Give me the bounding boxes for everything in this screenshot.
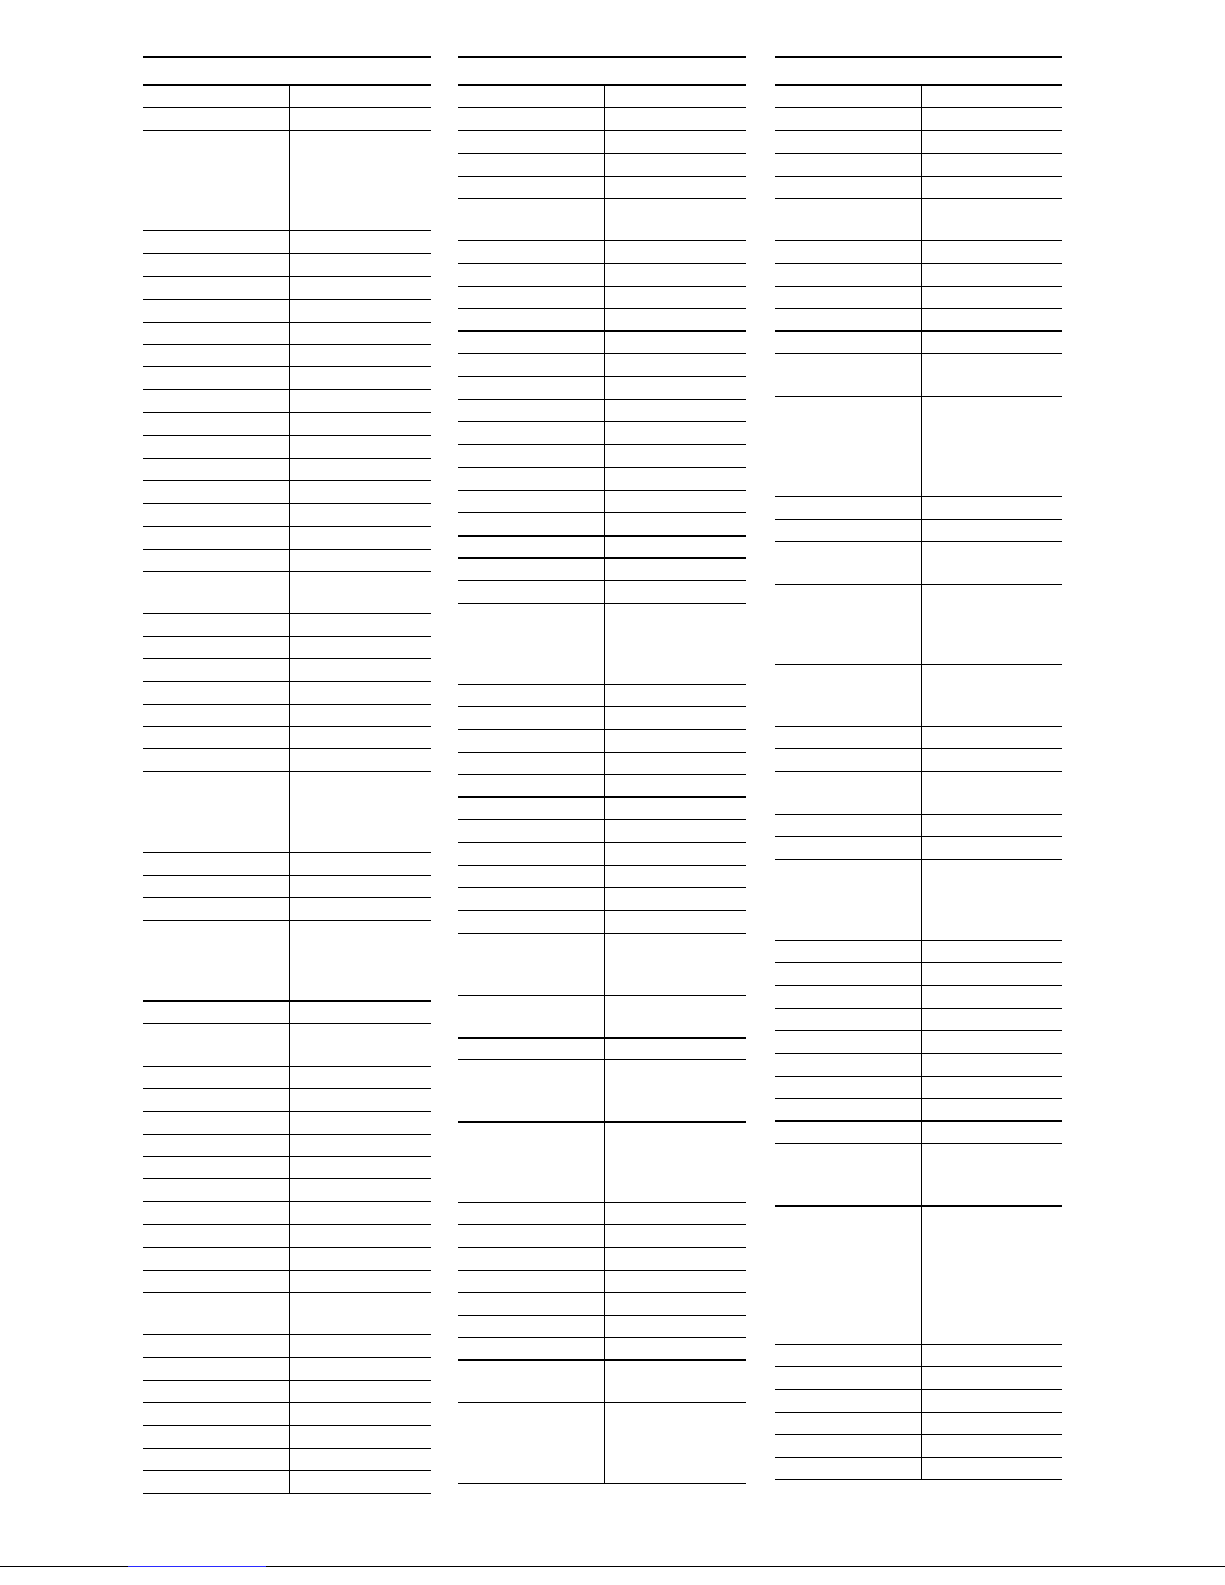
table-row (143, 1380, 431, 1381)
table-row (143, 435, 431, 436)
table-row (143, 458, 431, 459)
table-row (775, 496, 1062, 497)
table-row (143, 1448, 431, 1449)
table-row (458, 933, 746, 934)
table-row (143, 526, 431, 527)
table-row (775, 1030, 1062, 1031)
table-row (775, 1366, 1062, 1367)
table-row (458, 444, 746, 445)
table-row (458, 1059, 746, 1060)
table-row (458, 153, 746, 154)
column-divider (921, 85, 922, 1479)
section-rule (458, 330, 746, 332)
table-row (775, 584, 1062, 585)
table-row (458, 1202, 746, 1203)
table-row (775, 541, 1062, 542)
table-row (143, 412, 431, 413)
table-row (775, 1412, 1062, 1413)
table-row (143, 503, 431, 504)
table-row (458, 1292, 746, 1293)
table-row (143, 230, 431, 231)
table-row (143, 681, 431, 682)
table-row (143, 1088, 431, 1089)
table-row (458, 1247, 746, 1248)
table-row (458, 467, 746, 468)
table-row (458, 308, 746, 309)
table-row (143, 1334, 431, 1335)
table-row (775, 240, 1062, 241)
table-row (143, 658, 431, 659)
table-row (458, 399, 746, 400)
table-row (775, 726, 1062, 727)
section-rule (143, 1000, 431, 1002)
table-row (458, 1337, 746, 1338)
table-row (458, 286, 746, 287)
table-row (775, 176, 1062, 177)
header-rule (458, 84, 746, 86)
table-row (775, 130, 1062, 131)
header-rule (143, 84, 431, 86)
table-row (143, 613, 431, 614)
table-row (458, 865, 746, 866)
table-row (458, 198, 746, 199)
table-row (458, 706, 746, 707)
table-row (775, 263, 1062, 264)
column-divider (289, 85, 290, 1493)
table-row (143, 771, 431, 772)
table-row (458, 176, 746, 177)
table-row (143, 726, 431, 727)
table-row (458, 603, 746, 604)
table-row (143, 748, 431, 749)
table-row (775, 353, 1062, 354)
footer-link[interactable] (128, 1558, 266, 1567)
table-row (143, 366, 431, 367)
table-row (458, 353, 746, 354)
table-row (143, 1425, 431, 1426)
table-row (143, 322, 431, 323)
table-row (143, 480, 431, 481)
top-rule (775, 56, 1062, 58)
section-rule (775, 330, 1062, 332)
table-row (143, 389, 431, 390)
table-row (775, 748, 1062, 749)
table-row (775, 1479, 1062, 1480)
table-row (458, 774, 746, 775)
table-row (143, 1270, 431, 1271)
column-divider (604, 85, 605, 1483)
table-row (775, 1076, 1062, 1077)
table-row (458, 684, 746, 685)
table-row (143, 571, 431, 572)
table-row (458, 752, 746, 753)
table-row (143, 897, 431, 898)
section-rule (775, 1205, 1062, 1207)
table-row (143, 1201, 431, 1202)
table-row (775, 519, 1062, 520)
table-row (458, 1402, 746, 1403)
table-row (458, 130, 746, 131)
table-row (458, 910, 746, 911)
table-row (458, 729, 746, 730)
table-row (143, 1470, 431, 1471)
section-rule (458, 1359, 746, 1361)
table-row (143, 344, 431, 345)
table-row (143, 276, 431, 277)
table-row (775, 308, 1062, 309)
table-row (143, 253, 431, 254)
table-row (458, 107, 746, 108)
table-row (143, 1357, 431, 1358)
table-row (143, 875, 431, 876)
table-row (143, 1111, 431, 1112)
table-row (143, 549, 431, 550)
table-row (458, 580, 746, 581)
table-row (143, 130, 431, 131)
table-row (458, 263, 746, 264)
table-row (458, 1315, 746, 1316)
table-row (143, 1292, 431, 1293)
table-row (458, 1483, 746, 1484)
table-row (775, 1008, 1062, 1009)
table-row (458, 421, 746, 422)
table-row (775, 1143, 1062, 1144)
table-row (775, 153, 1062, 154)
table-row (143, 1023, 431, 1024)
table-row (458, 490, 746, 491)
table-row (143, 1178, 431, 1179)
table-row (143, 704, 431, 705)
table-row (775, 1457, 1062, 1458)
table-row (143, 852, 431, 853)
table-row (143, 107, 431, 108)
table-row (458, 887, 746, 888)
table-row (458, 1224, 746, 1225)
table-row (458, 512, 746, 513)
header-rule (775, 84, 1062, 86)
table-row (775, 940, 1062, 941)
table-row (458, 842, 746, 843)
table-row (775, 962, 1062, 963)
section-rule (775, 1120, 1062, 1122)
table-row (143, 636, 431, 637)
table-row (458, 819, 746, 820)
table-row (143, 920, 431, 921)
table-row (143, 1493, 431, 1494)
table-row (458, 995, 746, 996)
top-rule (458, 56, 746, 58)
section-rule (458, 1037, 746, 1039)
table-row (775, 859, 1062, 860)
section-rule (458, 796, 746, 798)
table-row (143, 1134, 431, 1135)
table-row (775, 1389, 1062, 1390)
section-rule (458, 1121, 746, 1123)
section-rule (458, 557, 746, 559)
table-row (143, 1066, 431, 1067)
table-row (775, 771, 1062, 772)
section-rule (458, 535, 746, 537)
table-row (775, 836, 1062, 837)
table-row (458, 240, 746, 241)
table-row (775, 985, 1062, 986)
table-row (143, 1247, 431, 1248)
table-row (143, 1224, 431, 1225)
top-rule (143, 56, 431, 58)
table-row (775, 1053, 1062, 1054)
table-row (775, 107, 1062, 108)
table-row (775, 396, 1062, 397)
table-row (458, 1270, 746, 1271)
table-row (143, 1402, 431, 1403)
table-row (143, 299, 431, 300)
table-row (458, 376, 746, 377)
table-row (775, 814, 1062, 815)
table-row (775, 1098, 1062, 1099)
table-row (143, 1156, 431, 1157)
table-row (775, 1434, 1062, 1435)
table-row (775, 664, 1062, 665)
table-row (775, 1344, 1062, 1345)
table-row (775, 198, 1062, 199)
table-row (775, 286, 1062, 287)
